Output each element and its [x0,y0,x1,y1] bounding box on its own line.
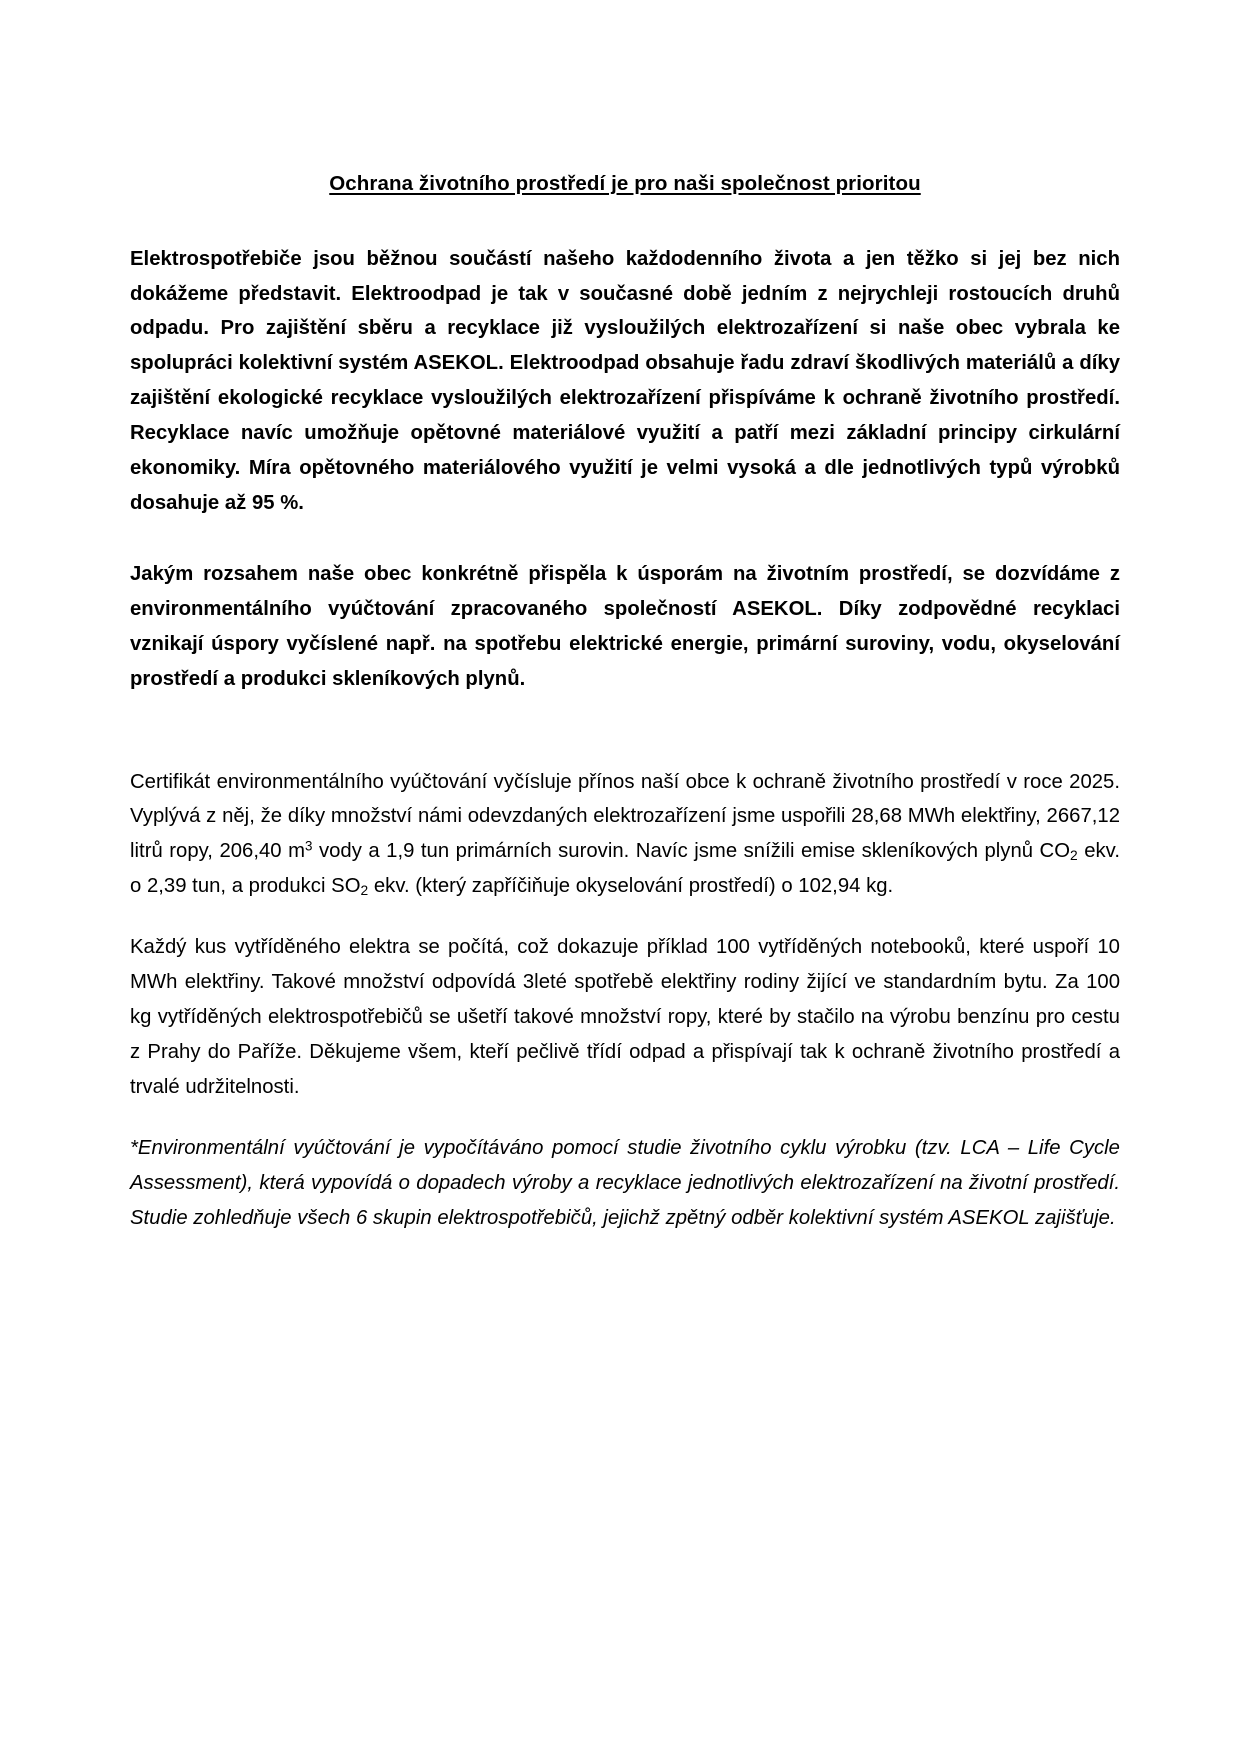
certificate-text-part-2: vody a 1,9 tun primárních surovin. Navíc jsme snížili emise skleníkových plynů CO [312,840,1071,863]
paragraph-intro-bold-2: Jakým rozsahem naše obec konkrétně přispěla k úsporám na životním prostředí, se dozvídáme z environmentálního vyúčtování zpracovaného společností ASEKOL. Díky zodpovědné recyklaci vznikají úspory vyčíslené např. na spotřebu elektrické energie, primární suroviny, vodu, okyselování prostředí a produkci skleníkových plynů. [130,562,1120,690]
paragraph-examples: Každý kus vytříděného elektra se počítá, což dokazuje příklad 100 vytříděných notebooků, které uspoří 10 MWh elektřiny. Takové množství odpovídá 3leté spotřebě elektřiny rodiny žijící ve standardním bytu. Za 100 kg vytříděných elektrospotřebičů se ušetří takové množství ropy, které by stačilo na výrobu benzínu pro cestu z Prahy do Paříže. Děkujeme všem, kteří pečlivě třídí odpad a přispívají tak k ochraně životního prostředí a trvalé udržitelnosti. [130,936,1120,1098]
certificate-text-part-3: ekv. o 2,39 tun, a produkci SO [130,840,1120,898]
cubic-meter-superscript: 3 [305,838,313,854]
paragraph-intro-bold-1: Elektrospotřebiče jsou běžnou součástí našeho každodenního života a jen těžko si jej bez nich dokážeme představit. Elektroodpad je tak v současné době jedním z nejrychleji rostoucích druhů odpadu. Pro zajištění sběru a recyklace již vysloužilých elektrozařízení si naše obec vybrala ke spolupráci kolektivní systém ASEKOL. Elektroodpad obsahuje řadu zdraví škodlivých materiálů a díky zajištění ekologické recyklace vysloužilých elektrozařízení přispíváme k ochraně životního prostředí. Recyklace navíc umožňuje opětovné materiálové využití a patří mezi základní principy cirkulární ekonomiky. Míra opětovného materiálového využití je velmi vysoká a dle jednotlivých typů výrobků dosahuje až 95 %. [130,247,1120,515]
co2-subscript: 2 [1070,848,1078,864]
certificate-text-part-1: Certifikát environmentálního vyúčtování vyčísluje přínos naší obce k ochraně životního prostředí v roce 2025. Vyplývá z něj, že díky množství námi odevzdaných elektrozařízení jsme uspořili 28,68 MWh elektřiny, 2667,12 litrů ropy, 206,40 m [130,770,1120,863]
page-title [130,170,1120,198]
paragraph-footnote: *Environmentální vyúčtování je vypočítáváno pomocí studie životního cyklu výrobku (tzv. LCA – Life Cycle Assessment), která vypovídá o dopadech výroby a recyklace jednotlivých elektrozařízení na životní prostředí. Studie zohledňuje všech 6 skupin elektrospotřebičů, jejichž zpětný odběr kolektivní systém ASEKOL zajišťuje. [130,1136,1120,1229]
certificate-text-part-4: ekv. (který zapříčiňuje okyselování prostředí) o 102,94 kg. [368,875,894,898]
section-spacer [130,723,1120,765]
page-title-text: Ochrana životního prostředí je pro naši společnost prioritou [329,172,921,195]
paragraph-certificate-figures [130,765,1120,905]
paragraph-spacer-1 [130,547,1120,557]
so2-subscript: 2 [360,883,369,899]
